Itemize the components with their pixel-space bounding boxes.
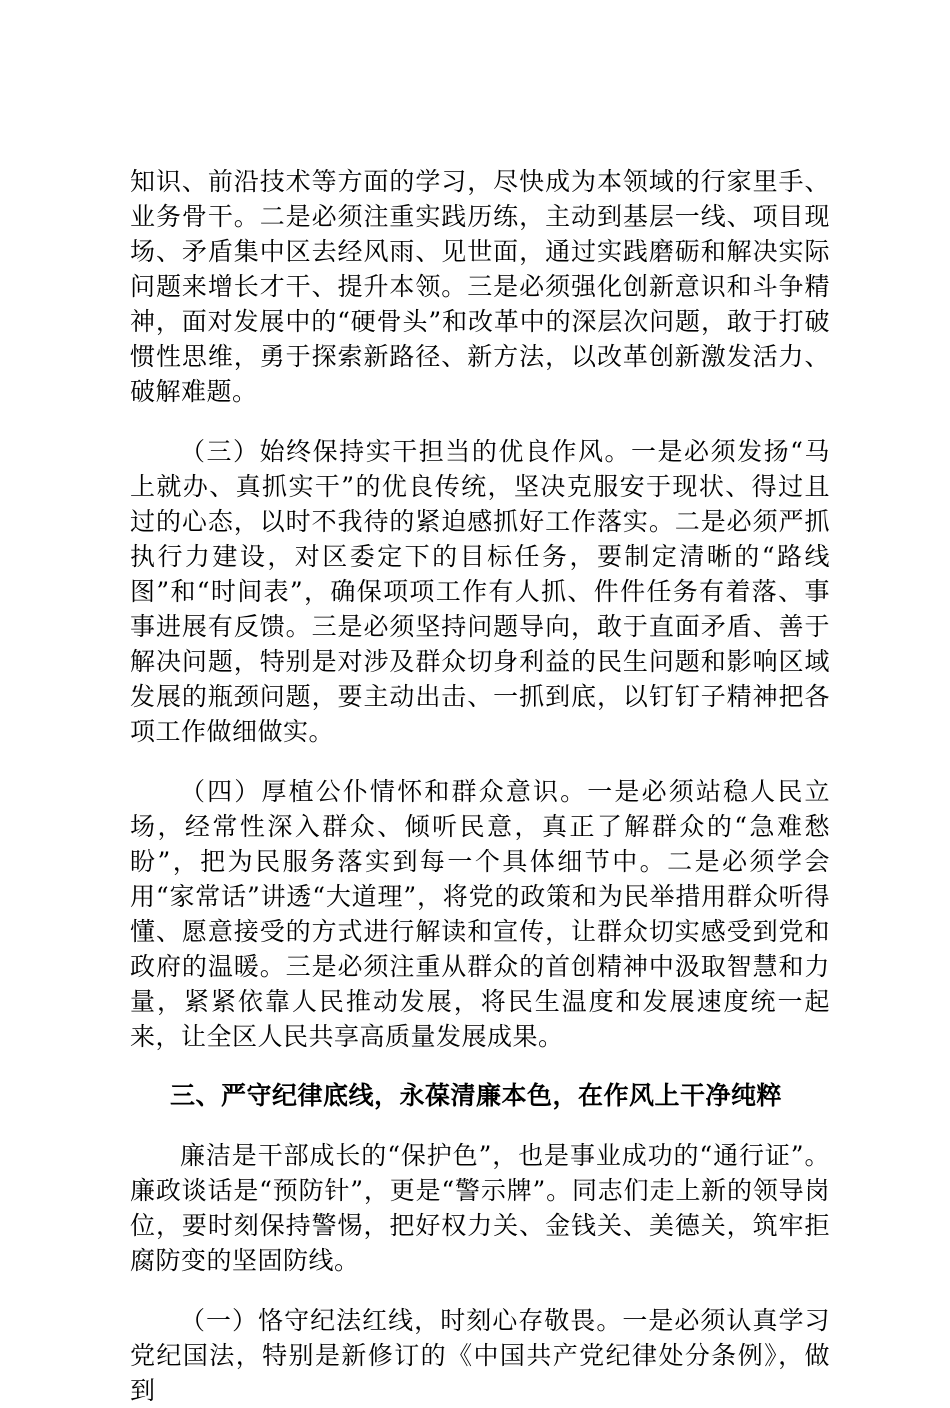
body-paragraph: 知识、前沿技术等方面的学习，尽快成为本领域的行家里手、业务骨干。二是必须注重实践历练，主动到基层一线、项目现场、矛盾集中区去经风雨、见世面，通过实践磨砺和解决实际问题来增长才干、提升本领。三是必须强化创新意识和斗争精神，面对发展中的“硬骨头”和改革中的深层次问题，敢于打破惯性思维，勇于探索新路径、新方法，以改革创新激发活力、破解难题。 bbox=[130, 167, 830, 406]
body-paragraph: （三）始终保持实干担当的优良作风。一是必须发扬“马上就办、真抓实干”的优良传统，坚决克服安于现状、得过且过的心态，以时不我待的紧迫感抓好工作落实。二是必须严抓执行力建设，对区委定下的目标任务，要制定清晰的“路线图”和“时间表”，确保项项工作有人抓、件件任务有着落、事事进展有反馈。三是必须坚持问题导向，敢于直面矛盾、善于解决问题，特别是对涉及群众切身利益的民生问题和影响区域发展的瓶颈问题，要主动出击、一抓到底，以钉钉子精神把各项工作做细做实。 bbox=[130, 437, 830, 746]
body-paragraph: （一）恪守纪法红线，时刻心存敬畏。一是必须认真学习党纪国法，特别是新修订的《中国共产党纪律处分条例》，做到 bbox=[130, 1306, 830, 1405]
body-paragraph: （四）厚植公仆情怀和群众意识。一是必须站稳人民立场，经常性深入群众、倾听民意，真正了解群众的“急难愁盼”，把为民服务落实到每一个具体细节中。二是必须学会用“家常话”讲透“大道理”，将党的政策和为民举措用群众听得懂、愿意接受的方式进行解读和宣传，让群众切实感受到党和政府的温暖。三是必须注重从群众的首创精神中汲取智慧和力量，紧紧依靠人民推动发展，将民生温度和发展速度统一起来，让全区人民共享高质量发展成果。 bbox=[130, 777, 830, 1051]
body-paragraph: 廉洁是干部成长的“保护色”，也是事业成功的“通行证”。廉政谈话是“预防针”，更是“警示牌”。同志们走上新的领导岗位，要时刻保持警惕，把好权力关、金钱关、美德关，筑牢拒腐防变的坚固防线。 bbox=[130, 1141, 830, 1275]
section-heading: 三、严守纪律底线，永葆清廉本色，在作风上干净纯粹 bbox=[170, 1081, 783, 1110]
document-page bbox=[130, 164, 830, 1408]
